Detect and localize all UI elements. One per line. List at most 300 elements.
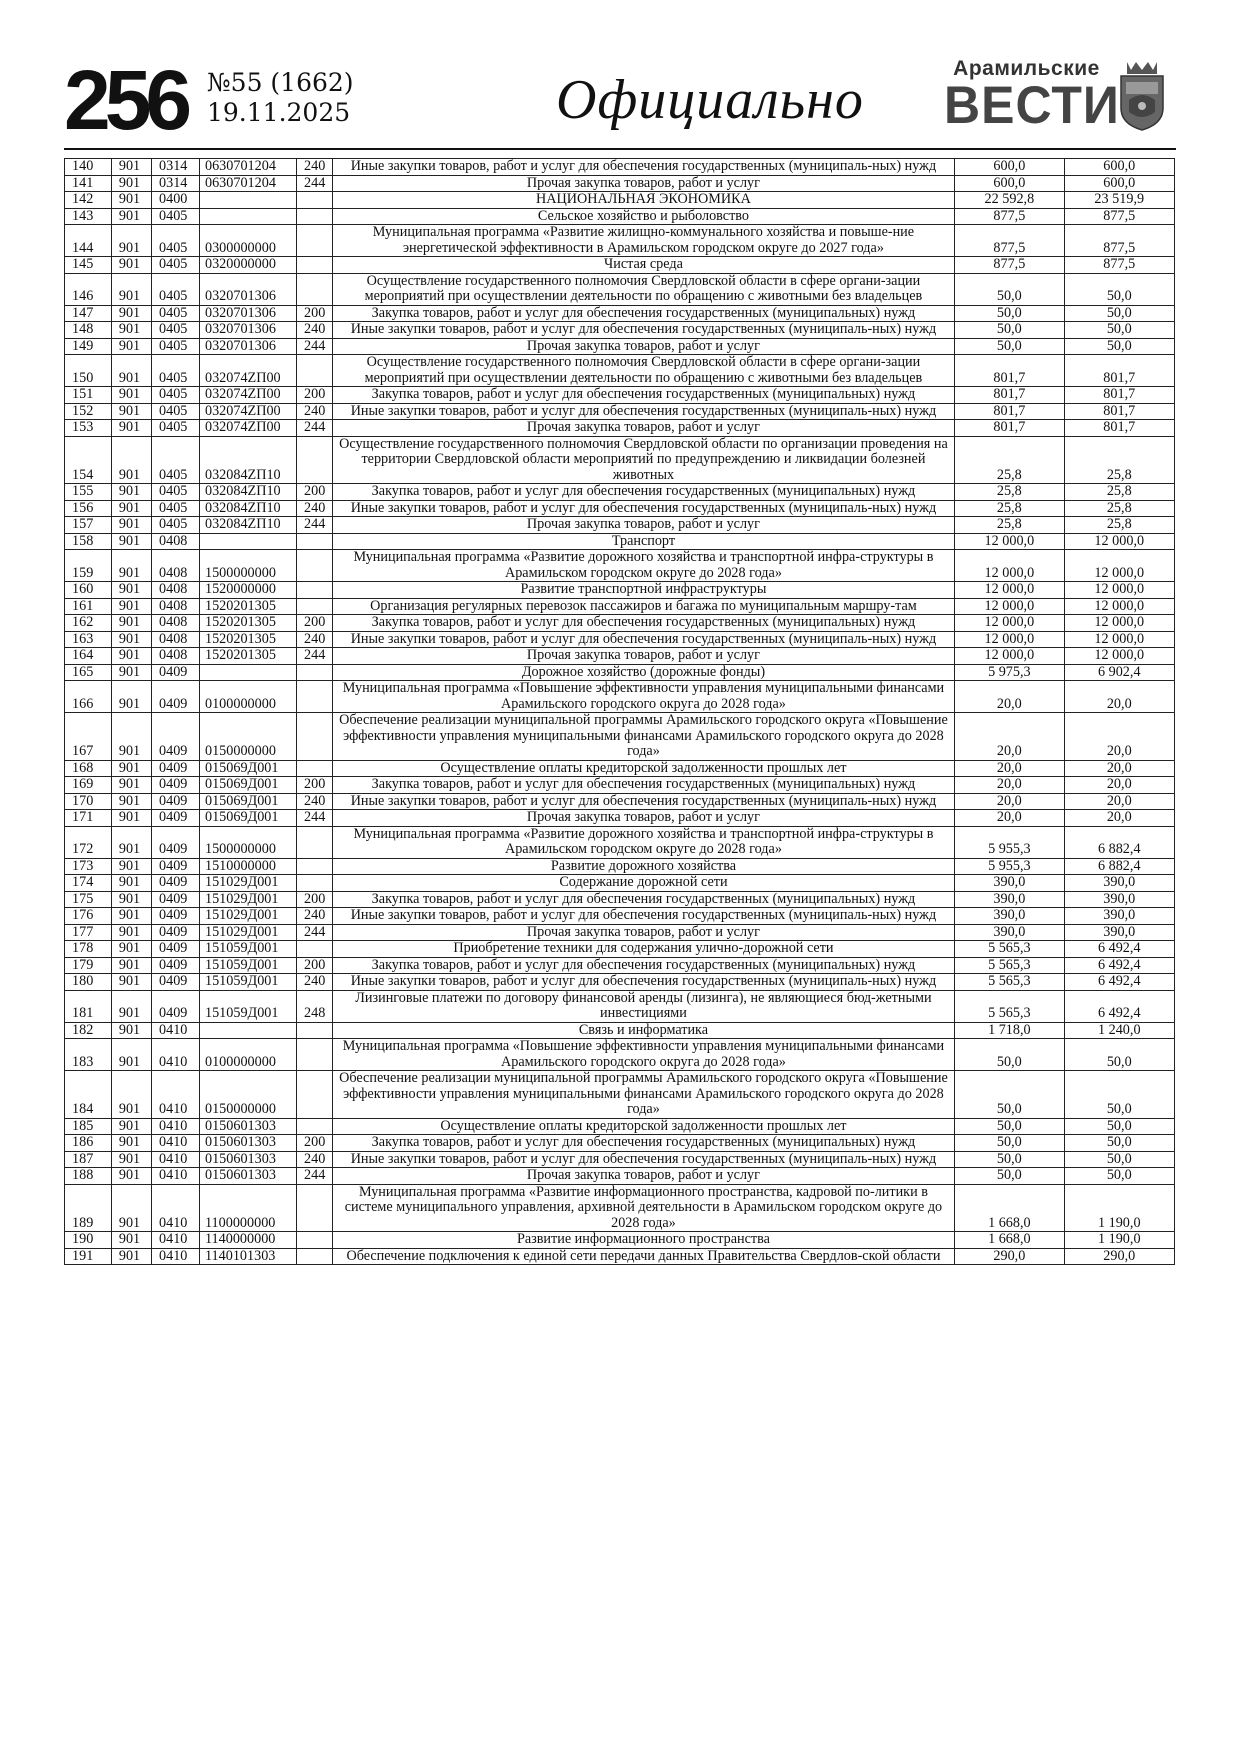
ministry-code-cell: 901 xyxy=(111,615,151,632)
amount-2026-cell: 50,0 xyxy=(955,338,1064,355)
item-name-cell: Содержание дорожной сети xyxy=(332,875,954,892)
item-name-cell: Закупка товаров, работ и услуг для обеспечения государственных (муниципальных) нужд xyxy=(332,957,954,974)
item-name-cell: Прочая закупка товаров, работ и услуг xyxy=(332,517,954,534)
table-row xyxy=(65,615,1175,632)
amount-2027-cell: 25,8 xyxy=(1064,500,1175,517)
amount-2027-cell: 877,5 xyxy=(1064,208,1175,225)
ministry-code-cell: 901 xyxy=(111,941,151,958)
expense-type-cell xyxy=(297,582,333,599)
ministry-code-cell: 901 xyxy=(111,974,151,991)
amount-2027-cell: 877,5 xyxy=(1064,225,1175,257)
row-number-cell: 179 xyxy=(65,957,112,974)
target-code-cell: 151059Д001 xyxy=(199,974,296,991)
item-name-cell: Осуществление государственного полномочия Свердловской области по организации проведения на территории Свердловской области мероприятий по предупреждению и ликвидации болезней животных xyxy=(332,436,954,484)
expense-type-cell: 240 xyxy=(297,159,333,176)
ministry-code-cell: 901 xyxy=(111,681,151,713)
target-code-cell: 032074ZП00 xyxy=(199,355,296,387)
table-row xyxy=(65,990,1175,1022)
table-row xyxy=(65,355,1175,387)
row-number-cell: 182 xyxy=(65,1022,112,1039)
row-number-cell: 157 xyxy=(65,517,112,534)
amount-2027-cell: 6 492,4 xyxy=(1064,974,1175,991)
target-code-cell: 1500000000 xyxy=(199,550,296,582)
table-row xyxy=(65,484,1175,501)
row-number-cell: 143 xyxy=(65,208,112,225)
amount-2026-cell: 877,5 xyxy=(955,208,1064,225)
amount-2026-cell: 25,8 xyxy=(955,517,1064,534)
table-row xyxy=(65,793,1175,810)
amount-2026-cell: 1 668,0 xyxy=(955,1232,1064,1249)
ministry-code-cell: 901 xyxy=(111,159,151,176)
amount-2026-cell: 801,7 xyxy=(955,355,1064,387)
expense-type-cell: 244 xyxy=(297,420,333,437)
target-code-cell: 0150601303 xyxy=(199,1168,296,1185)
target-code-cell: 0150000000 xyxy=(199,713,296,761)
amount-2027-cell: 12 000,0 xyxy=(1064,648,1175,665)
table-row xyxy=(65,974,1175,991)
header-rule xyxy=(64,148,1176,150)
amount-2026-cell: 600,0 xyxy=(955,175,1064,192)
amount-2026-cell: 20,0 xyxy=(955,793,1064,810)
expense-type-cell: 200 xyxy=(297,305,333,322)
ministry-code-cell: 901 xyxy=(111,1039,151,1071)
amount-2026-cell: 12 000,0 xyxy=(955,533,1064,550)
expense-type-cell: 200 xyxy=(297,484,333,501)
ministry-code-cell: 901 xyxy=(111,1232,151,1249)
section-code-cell: 0405 xyxy=(152,387,200,404)
section-code-cell: 0409 xyxy=(152,760,200,777)
table-row xyxy=(65,225,1175,257)
section-code-cell: 0410 xyxy=(152,1184,200,1232)
section-code-cell: 0410 xyxy=(152,1118,200,1135)
table-row xyxy=(65,550,1175,582)
amount-2027-cell: 12 000,0 xyxy=(1064,615,1175,632)
row-number-cell: 164 xyxy=(65,648,112,665)
target-code-cell: 032084ZП10 xyxy=(199,436,296,484)
ministry-code-cell: 901 xyxy=(111,957,151,974)
ministry-code-cell: 901 xyxy=(111,891,151,908)
target-code-cell: 015069Д001 xyxy=(199,793,296,810)
amount-2026-cell: 20,0 xyxy=(955,760,1064,777)
expense-type-cell xyxy=(297,1118,333,1135)
target-code-cell: 015069Д001 xyxy=(199,810,296,827)
ministry-code-cell: 901 xyxy=(111,1151,151,1168)
amount-2027-cell: 1 190,0 xyxy=(1064,1184,1175,1232)
expense-type-cell xyxy=(297,1248,333,1265)
table-row xyxy=(65,192,1175,209)
amount-2026-cell: 5 975,3 xyxy=(955,664,1064,681)
amount-2026-cell: 22 592,8 xyxy=(955,192,1064,209)
expense-type-cell xyxy=(297,1022,333,1039)
amount-2027-cell: 290,0 xyxy=(1064,1248,1175,1265)
amount-2026-cell: 12 000,0 xyxy=(955,648,1064,665)
table-row xyxy=(65,826,1175,858)
amount-2026-cell: 290,0 xyxy=(955,1248,1064,1265)
section-code-cell: 0405 xyxy=(152,484,200,501)
table-row xyxy=(65,420,1175,437)
ministry-code-cell: 901 xyxy=(111,1071,151,1119)
item-name-cell: Муниципальная программа «Развитие информационного пространства, кадровой по-литики в системе муниципального управления, архивной деятельности в Арамильском городском округе до 2028 года» xyxy=(332,1184,954,1232)
amount-2027-cell: 6 902,4 xyxy=(1064,664,1175,681)
section-code-cell: 0409 xyxy=(152,681,200,713)
item-name-cell: Обеспечение подключения к единой сети передачи данных Правительства Свердлов-ской области xyxy=(332,1248,954,1265)
row-number-cell: 174 xyxy=(65,875,112,892)
table-row xyxy=(65,760,1175,777)
item-name-cell: Муниципальная программа «Развитие дорожного хозяйства и транспортной инфра-структуры в Арамильском городском округе до 2028 года» xyxy=(332,826,954,858)
target-code-cell: 032084ZП10 xyxy=(199,500,296,517)
row-number-cell: 161 xyxy=(65,598,112,615)
amount-2027-cell: 801,7 xyxy=(1064,403,1175,420)
row-number-cell: 163 xyxy=(65,631,112,648)
target-code-cell: 151059Д001 xyxy=(199,990,296,1022)
ministry-code-cell: 901 xyxy=(111,1248,151,1265)
row-number-cell: 155 xyxy=(65,484,112,501)
table-row xyxy=(65,957,1175,974)
expense-type-cell xyxy=(297,760,333,777)
ministry-code-cell: 901 xyxy=(111,192,151,209)
amount-2026-cell: 390,0 xyxy=(955,924,1064,941)
target-code-cell: 151029Д001 xyxy=(199,891,296,908)
target-code-cell xyxy=(199,664,296,681)
row-number-cell: 140 xyxy=(65,159,112,176)
amount-2027-cell: 50,0 xyxy=(1064,1039,1175,1071)
amount-2027-cell: 1 240,0 xyxy=(1064,1022,1175,1039)
issue-number: №55 (1662) xyxy=(207,68,354,97)
amount-2026-cell: 50,0 xyxy=(955,305,1064,322)
item-name-cell: Сельское хозяйство и рыболовство xyxy=(332,208,954,225)
section-code-cell: 0409 xyxy=(152,664,200,681)
amount-2027-cell: 50,0 xyxy=(1064,273,1175,305)
amount-2027-cell: 25,8 xyxy=(1064,436,1175,484)
item-name-cell: Лизинговые платежи по договору финансовой аренды (лизинга), не являющиеся бюд-жетными инвестициями xyxy=(332,990,954,1022)
amount-2027-cell: 50,0 xyxy=(1064,1135,1175,1152)
expense-type-cell: 240 xyxy=(297,908,333,925)
amount-2027-cell: 50,0 xyxy=(1064,1118,1175,1135)
section-code-cell: 0409 xyxy=(152,793,200,810)
amount-2027-cell: 12 000,0 xyxy=(1064,582,1175,599)
page-header xyxy=(64,53,1176,152)
amount-2027-cell: 6 882,4 xyxy=(1064,858,1175,875)
issue-date: 19.11.2025 xyxy=(207,98,351,127)
amount-2026-cell: 390,0 xyxy=(955,908,1064,925)
target-code-cell: 015069Д001 xyxy=(199,760,296,777)
section-code-cell: 0405 xyxy=(152,208,200,225)
target-code-cell: 1140101303 xyxy=(199,1248,296,1265)
section-code-cell: 0405 xyxy=(152,322,200,339)
ministry-code-cell: 901 xyxy=(111,875,151,892)
expense-type-cell: 200 xyxy=(297,615,333,632)
ministry-code-cell: 901 xyxy=(111,760,151,777)
row-number-cell: 180 xyxy=(65,974,112,991)
ministry-code-cell: 901 xyxy=(111,1184,151,1232)
target-code-cell: 1520201305 xyxy=(199,615,296,632)
expense-type-cell: 200 xyxy=(297,891,333,908)
section-code-cell: 0405 xyxy=(152,273,200,305)
amount-2026-cell: 50,0 xyxy=(955,1135,1064,1152)
row-number-cell: 187 xyxy=(65,1151,112,1168)
row-number-cell: 184 xyxy=(65,1071,112,1119)
table-row xyxy=(65,908,1175,925)
expense-type-cell: 240 xyxy=(297,1151,333,1168)
amount-2027-cell: 50,0 xyxy=(1064,305,1175,322)
amount-2027-cell: 50,0 xyxy=(1064,1168,1175,1185)
amount-2027-cell: 877,5 xyxy=(1064,257,1175,274)
section-code-cell: 0409 xyxy=(152,908,200,925)
section-code-cell: 0405 xyxy=(152,338,200,355)
amount-2027-cell: 50,0 xyxy=(1064,338,1175,355)
ministry-code-cell: 901 xyxy=(111,858,151,875)
ministry-code-cell: 901 xyxy=(111,1118,151,1135)
amount-2027-cell: 600,0 xyxy=(1064,159,1175,176)
section-code-cell: 0410 xyxy=(152,1168,200,1185)
amount-2027-cell: 20,0 xyxy=(1064,713,1175,761)
amount-2027-cell: 801,7 xyxy=(1064,420,1175,437)
section-code-cell: 0405 xyxy=(152,305,200,322)
item-name-cell: Прочая закупка товаров, работ и услуг xyxy=(332,1168,954,1185)
table-row xyxy=(65,1118,1175,1135)
item-name-cell: Иные закупки товаров, работ и услуг для обеспечения государственных (муниципаль-ных) нужд xyxy=(332,1151,954,1168)
table-row xyxy=(65,1135,1175,1152)
ministry-code-cell: 901 xyxy=(111,810,151,827)
table-row xyxy=(65,1022,1175,1039)
target-code-cell: 1500000000 xyxy=(199,826,296,858)
item-name-cell: Иные закупки товаров, работ и услуг для обеспечения государственных (муниципаль-ных) нужд xyxy=(332,793,954,810)
target-code-cell: 1100000000 xyxy=(199,1184,296,1232)
amount-2027-cell: 20,0 xyxy=(1064,810,1175,827)
amount-2027-cell: 50,0 xyxy=(1064,322,1175,339)
coat-of-arms-icon xyxy=(1117,60,1167,132)
table-row xyxy=(65,1248,1175,1265)
row-number-cell: 153 xyxy=(65,420,112,437)
expense-type-cell: 240 xyxy=(297,500,333,517)
row-number-cell: 178 xyxy=(65,941,112,958)
target-code-cell: 151029Д001 xyxy=(199,875,296,892)
table-row xyxy=(65,1232,1175,1249)
expense-type-cell xyxy=(297,664,333,681)
amount-2027-cell: 801,7 xyxy=(1064,387,1175,404)
item-name-cell: Транспорт xyxy=(332,533,954,550)
section-code-cell: 0408 xyxy=(152,598,200,615)
target-code-cell: 0320701306 xyxy=(199,338,296,355)
item-name-cell: Муниципальная программа «Повышение эффективности управления муниципальными финансами Арамильского городского округа до 2028 года» xyxy=(332,1039,954,1071)
table-row xyxy=(65,631,1175,648)
target-code-cell: 0300000000 xyxy=(199,225,296,257)
section-code-cell: 0410 xyxy=(152,1151,200,1168)
ministry-code-cell: 901 xyxy=(111,305,151,322)
section-code-cell: 0405 xyxy=(152,420,200,437)
item-name-cell: Развитие транспортной инфраструктуры xyxy=(332,582,954,599)
amount-2026-cell: 1 668,0 xyxy=(955,1184,1064,1232)
table-row xyxy=(65,664,1175,681)
item-name-cell: Прочая закупка товаров, работ и услуг xyxy=(332,924,954,941)
item-name-cell: Иные закупки товаров, работ и услуг для обеспечения государственных (муниципаль-ных) нужд xyxy=(332,500,954,517)
expense-type-cell xyxy=(297,1184,333,1232)
section-code-cell: 0409 xyxy=(152,990,200,1022)
amount-2027-cell: 6 492,4 xyxy=(1064,990,1175,1022)
expense-type-cell: 244 xyxy=(297,175,333,192)
expense-type-cell xyxy=(297,681,333,713)
table-row xyxy=(65,1184,1175,1232)
ministry-code-cell: 901 xyxy=(111,500,151,517)
table-row xyxy=(65,387,1175,404)
table-row xyxy=(65,1151,1175,1168)
table-row xyxy=(65,500,1175,517)
section-code-cell: 0409 xyxy=(152,924,200,941)
amount-2027-cell: 6 882,4 xyxy=(1064,826,1175,858)
amount-2026-cell: 25,8 xyxy=(955,436,1064,484)
ministry-code-cell: 901 xyxy=(111,420,151,437)
target-code-cell: 0150000000 xyxy=(199,1071,296,1119)
expense-type-cell: 244 xyxy=(297,338,333,355)
ministry-code-cell: 901 xyxy=(111,273,151,305)
target-code-cell: 1520201305 xyxy=(199,631,296,648)
item-name-cell: Прочая закупка товаров, работ и услуг xyxy=(332,420,954,437)
table-row xyxy=(65,875,1175,892)
ministry-code-cell: 901 xyxy=(111,403,151,420)
row-number-cell: 183 xyxy=(65,1039,112,1071)
expense-type-cell xyxy=(297,192,333,209)
amount-2026-cell: 801,7 xyxy=(955,420,1064,437)
expense-type-cell xyxy=(297,1232,333,1249)
amount-2026-cell: 12 000,0 xyxy=(955,615,1064,632)
expense-type-cell: 240 xyxy=(297,631,333,648)
amount-2026-cell: 390,0 xyxy=(955,891,1064,908)
table-row xyxy=(65,810,1175,827)
amount-2027-cell: 50,0 xyxy=(1064,1071,1175,1119)
ministry-code-cell: 901 xyxy=(111,550,151,582)
item-name-cell: Обеспечение реализации муниципальной программы Арамильского городского округа «Повышение эффективности управления муниципальными финансами Арамильского городского округа до 2028 года» xyxy=(332,713,954,761)
section-code-cell: 0409 xyxy=(152,777,200,794)
expense-type-cell xyxy=(297,225,333,257)
item-name-cell: Развитие информационного пространства xyxy=(332,1232,954,1249)
item-name-cell: Закупка товаров, работ и услуг для обеспечения государственных (муниципальных) нужд xyxy=(332,305,954,322)
row-number-cell: 171 xyxy=(65,810,112,827)
target-code-cell: 1520201305 xyxy=(199,598,296,615)
ministry-code-cell: 901 xyxy=(111,793,151,810)
target-code-cell: 1140000000 xyxy=(199,1232,296,1249)
row-number-cell: 166 xyxy=(65,681,112,713)
ministry-code-cell: 901 xyxy=(111,517,151,534)
expense-type-cell xyxy=(297,1071,333,1119)
table-row xyxy=(65,1168,1175,1185)
ministry-code-cell: 901 xyxy=(111,598,151,615)
expense-type-cell: 240 xyxy=(297,974,333,991)
target-code-cell: 032074ZП00 xyxy=(199,403,296,420)
ministry-code-cell: 901 xyxy=(111,1168,151,1185)
amount-2027-cell: 20,0 xyxy=(1064,681,1175,713)
table-row xyxy=(65,713,1175,761)
target-code-cell xyxy=(199,208,296,225)
table-row xyxy=(65,533,1175,550)
table-row xyxy=(65,582,1175,599)
amount-2026-cell: 20,0 xyxy=(955,681,1064,713)
expense-type-cell: 244 xyxy=(297,517,333,534)
section-code-cell: 0409 xyxy=(152,941,200,958)
item-name-cell: НАЦИОНАЛЬНАЯ ЭКОНОМИКА xyxy=(332,192,954,209)
amount-2027-cell: 20,0 xyxy=(1064,777,1175,794)
section-code-cell: 0409 xyxy=(152,826,200,858)
section-code-cell: 0408 xyxy=(152,648,200,665)
amount-2027-cell: 6 492,4 xyxy=(1064,941,1175,958)
section-code-cell: 0410 xyxy=(152,1071,200,1119)
ministry-code-cell: 901 xyxy=(111,1022,151,1039)
item-name-cell: Иные закупки товаров, работ и услуг для обеспечения государственных (муниципаль-ных) нужд xyxy=(332,908,954,925)
amount-2026-cell: 600,0 xyxy=(955,159,1064,176)
target-code-cell: 032084ZП10 xyxy=(199,484,296,501)
row-number-cell: 190 xyxy=(65,1232,112,1249)
amount-2027-cell: 20,0 xyxy=(1064,760,1175,777)
ministry-code-cell: 901 xyxy=(111,908,151,925)
row-number-cell: 145 xyxy=(65,257,112,274)
expense-type-cell xyxy=(297,273,333,305)
item-name-cell: Иные закупки товаров, работ и услуг для обеспечения государственных (муниципаль-ных) нужд xyxy=(332,322,954,339)
item-name-cell: Прочая закупка товаров, работ и услуг xyxy=(332,648,954,665)
row-number-cell: 149 xyxy=(65,338,112,355)
section-code-cell: 0409 xyxy=(152,810,200,827)
target-code-cell: 151029Д001 xyxy=(199,908,296,925)
ministry-code-cell: 901 xyxy=(111,777,151,794)
ministry-code-cell: 901 xyxy=(111,355,151,387)
row-number-cell: 156 xyxy=(65,500,112,517)
expense-type-cell: 200 xyxy=(297,957,333,974)
amount-2026-cell: 5 565,3 xyxy=(955,990,1064,1022)
row-number-cell: 169 xyxy=(65,777,112,794)
row-number-cell: 146 xyxy=(65,273,112,305)
row-number-cell: 188 xyxy=(65,1168,112,1185)
newspaper-logo xyxy=(944,57,1120,135)
expense-type-cell: 244 xyxy=(297,810,333,827)
ministry-code-cell: 901 xyxy=(111,484,151,501)
table-row xyxy=(65,924,1175,941)
amount-2026-cell: 5 565,3 xyxy=(955,974,1064,991)
section-code-cell: 0410 xyxy=(152,1022,200,1039)
section-code-cell: 0314 xyxy=(152,159,200,176)
ministry-code-cell: 901 xyxy=(111,436,151,484)
target-code-cell: 151059Д001 xyxy=(199,941,296,958)
amount-2026-cell: 5 955,3 xyxy=(955,826,1064,858)
item-name-cell: Закупка товаров, работ и услуг для обеспечения государственных (муниципальных) нужд xyxy=(332,1135,954,1152)
expense-type-cell: 240 xyxy=(297,403,333,420)
expense-type-cell xyxy=(297,598,333,615)
row-number-cell: 159 xyxy=(65,550,112,582)
row-number-cell: 172 xyxy=(65,826,112,858)
ministry-code-cell: 901 xyxy=(111,533,151,550)
item-name-cell: Прочая закупка товаров, работ и услуг xyxy=(332,810,954,827)
section-code-cell: 0409 xyxy=(152,957,200,974)
section-code-cell: 0405 xyxy=(152,403,200,420)
item-name-cell: Связь и информатика xyxy=(332,1022,954,1039)
amount-2026-cell: 50,0 xyxy=(955,322,1064,339)
ministry-code-cell: 901 xyxy=(111,338,151,355)
item-name-cell: Дорожное хозяйство (дорожные фонды) xyxy=(332,664,954,681)
row-number-cell: 173 xyxy=(65,858,112,875)
target-code-cell xyxy=(199,1022,296,1039)
item-name-cell: Иные закупки товаров, работ и услуг для обеспечения государственных (муниципаль-ных) нужд xyxy=(332,159,954,176)
table-row xyxy=(65,273,1175,305)
row-number-cell: 167 xyxy=(65,713,112,761)
table-row xyxy=(65,257,1175,274)
amount-2027-cell: 23 519,9 xyxy=(1064,192,1175,209)
table-row xyxy=(65,338,1175,355)
target-code-cell: 1510000000 xyxy=(199,858,296,875)
expense-type-cell xyxy=(297,826,333,858)
amount-2027-cell: 50,0 xyxy=(1064,1151,1175,1168)
expense-type-cell xyxy=(297,355,333,387)
section-code-cell: 0405 xyxy=(152,225,200,257)
target-code-cell: 0320701306 xyxy=(199,273,296,305)
item-name-cell: Организация регулярных перевозок пассажиров и багажа по муниципальным маршру-там xyxy=(332,598,954,615)
table-row xyxy=(65,517,1175,534)
